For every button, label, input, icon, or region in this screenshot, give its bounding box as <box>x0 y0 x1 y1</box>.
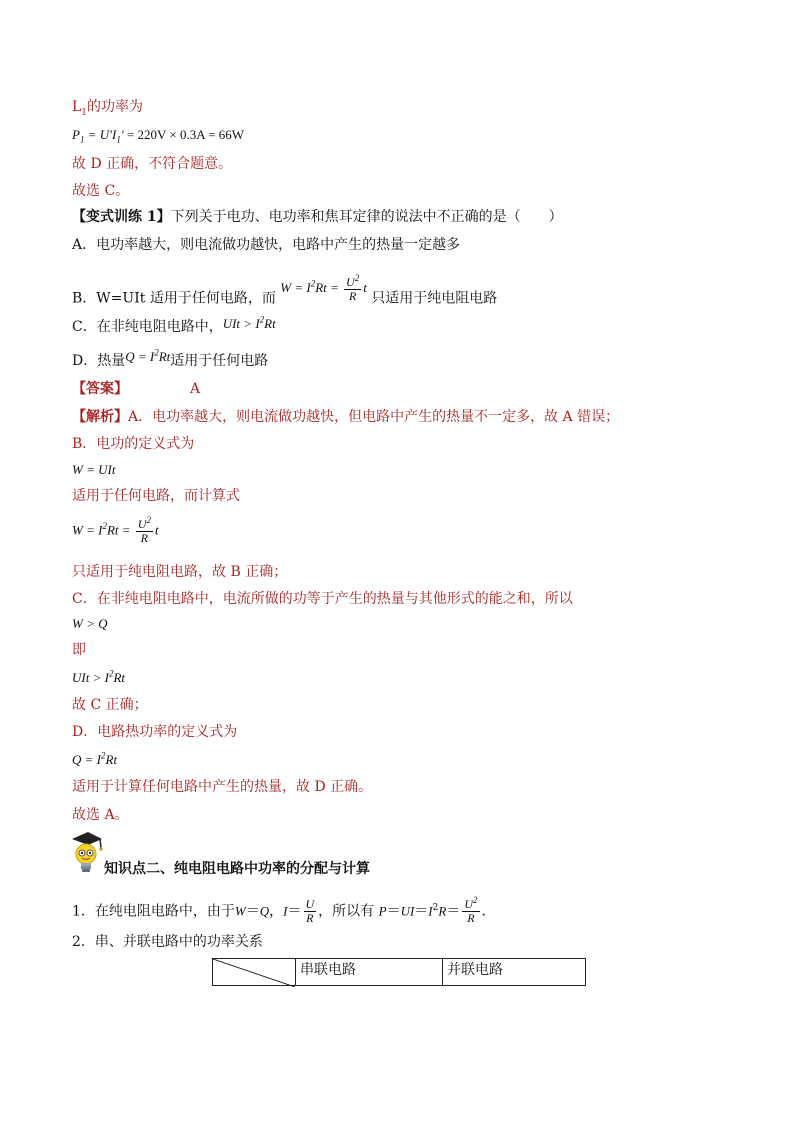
analysis-d-ok: 适用于计算任何电路中产生的热量，故 D 正确。 <box>72 779 373 795</box>
kp-item-1-cond: W <box>234 903 246 919</box>
kp-item-2: 2．串、并联电路中的功率关系 <box>72 934 263 950</box>
option-b <box>72 273 498 313</box>
option-a: A．电功率越大，则电流做功越快，电路中产生的热量一定越多 <box>72 237 461 253</box>
analysis-b-any: 适用于任何电路，而计算式 <box>72 488 240 504</box>
option-d-formula: $Q = I^2Rt$ <box>125 347 171 364</box>
knowledge-point-title: 知识点二、纯电阻电路中功率的分配与计算 <box>104 861 370 877</box>
analysis-a-text: A．电功率越大，则电流做功越快，但电路中产生的热量不一定多，故 A 错误； <box>128 409 620 425</box>
kp-item-1: 1．在纯电阻电路中，由于W＝Q，I＝ $\frac{U}{R}$ ，所以有 $P=UI=I^2R=$ $\frac{U^2}{R}$ . <box>72 895 486 925</box>
table-diagonal-cell <box>213 959 296 986</box>
kp-item-1-prefix: 1．在纯电阻电路中，由于 <box>72 903 235 920</box>
option-c-formula: UIt > $I^2Rt$ <box>222 314 276 331</box>
option-d-prefix: D．热量 <box>72 353 126 369</box>
option-c-text: C．在非纯电阻电路中， <box>72 319 223 335</box>
formula-uit-gt: UIt > $I^2Rt$ <box>72 668 125 685</box>
lightbulb-scholar-icon <box>68 830 104 876</box>
table-header-series: 串联电路 <box>296 959 443 986</box>
answer-value: A <box>190 381 201 397</box>
variant-tag: 【变式训练 1】 <box>72 209 171 225</box>
table-header-parallel: 并联电路 <box>443 959 586 986</box>
l1-symbol: L <box>72 99 82 115</box>
p1-equation-value: = 220V × 0.3A = 66W <box>126 127 244 142</box>
l1-subscript: 1 <box>81 107 88 118</box>
option-d <box>72 347 269 370</box>
variant-question-text: 下列关于电功、电功率和焦耳定律的说法中不正确的是（ ） <box>170 209 563 225</box>
analysis-a <box>72 408 619 426</box>
kp-item-1-formula: P <box>378 903 387 919</box>
d-conclusion: 故 D 正确，不符合题意。 <box>72 156 233 172</box>
kp-item-1-mid: 所以有 <box>332 903 375 920</box>
answer-line <box>72 380 200 398</box>
analysis-c-text: C．在非纯电阻电路中，电流所做的功等于产生的热量与其他形式的能之和，所以 <box>72 591 573 607</box>
analysis-c-ji: 即 <box>72 642 86 658</box>
table-header-row <box>213 959 586 986</box>
analysis-b-def: B．电功的定义式为 <box>72 436 195 452</box>
option-d-suffix: 适用于任何电路 <box>170 353 269 369</box>
p1-equation: $P_1 = U'I_1' = 220V \times 0.3A = 66W$ <box>72 127 244 145</box>
analysis-b-only: 只适用于纯电阻电路，故 B 正确； <box>72 564 288 580</box>
analysis-tag: 【解析】 <box>72 409 128 425</box>
option-c <box>72 314 276 336</box>
option-b-suffix: 只适用于纯电阻电路 <box>371 290 498 307</box>
option-b-formula: $W = I^2Rt$ = $\frac{U^2}{R}$ t <box>280 273 367 303</box>
choose-c: 故选 C。 <box>72 183 130 199</box>
power-relation-table <box>212 958 586 986</box>
option-b-prefix: B．W=UIt 适用于任何电路，而 <box>72 290 276 307</box>
formula-w-uit: W = UIt <box>72 462 116 477</box>
formula-q-i2rt: $Q = I^2Rt$ <box>72 750 118 767</box>
analysis-d-def: D．电路热功率的定义式为 <box>72 724 238 740</box>
answer-tag: 【答案】 <box>72 381 128 397</box>
analysis-c-ok: 故 C 正确； <box>72 697 148 713</box>
variant-question <box>72 208 563 226</box>
analysis-choose: 故选 A。 <box>72 807 129 823</box>
formula-w-gt-q: W > Q <box>72 616 108 631</box>
l1-power-label <box>72 98 143 116</box>
l1-label-text: 的功率为 <box>87 99 144 115</box>
formula-w-joule: $W = I^2Rt$ = $\frac{U^2}{R}$ t <box>72 515 159 545</box>
